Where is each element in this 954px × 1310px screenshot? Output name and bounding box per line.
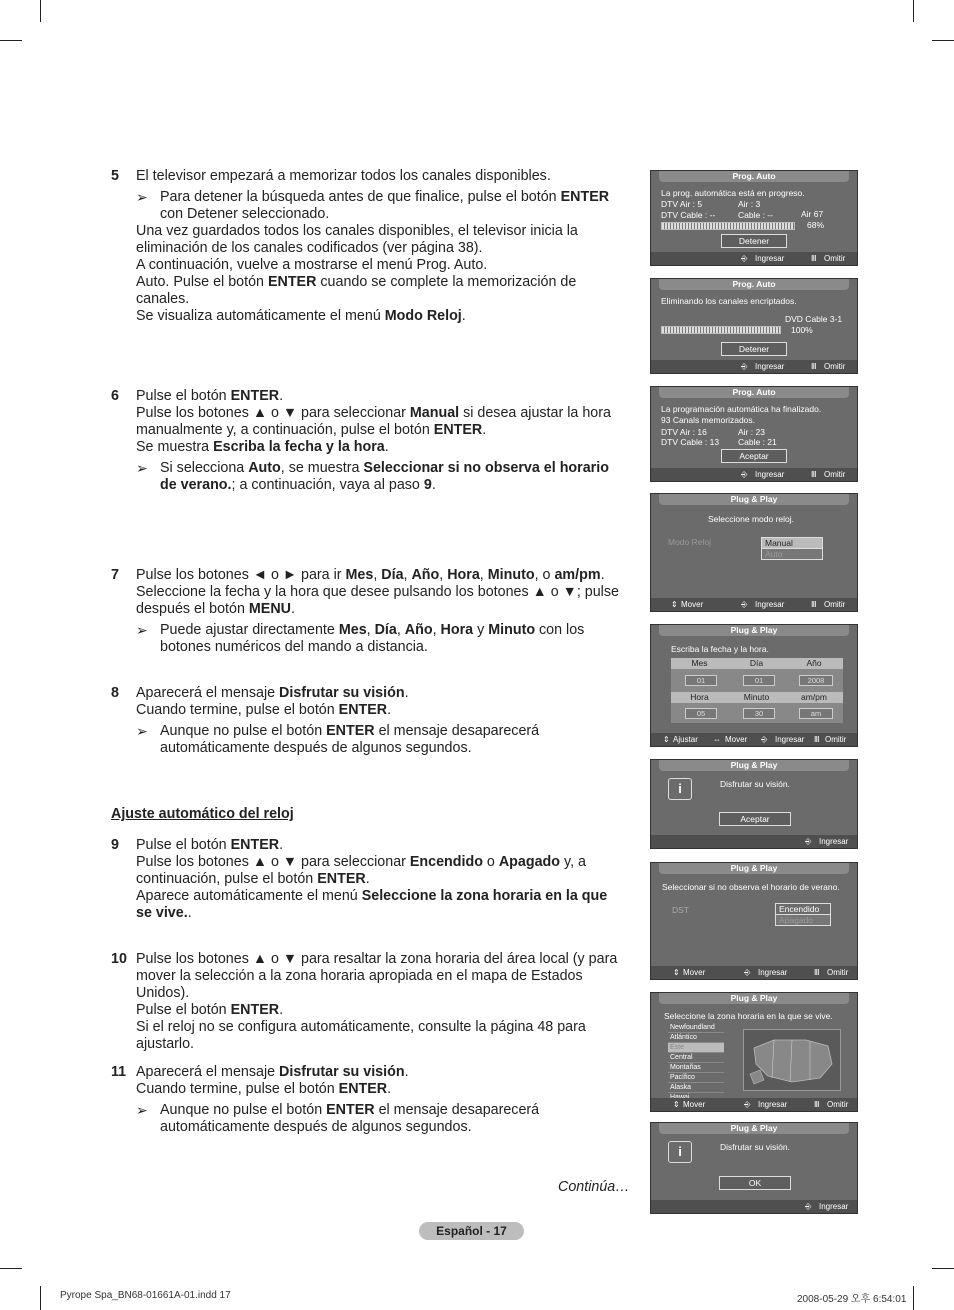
time-zone-list bbox=[668, 1023, 724, 1103]
footer-file-info: Pyrope Spa_BN68-01661A-01.indd 17 bbox=[60, 1290, 231, 1301]
crop-mark bbox=[913, 1286, 914, 1310]
osd-footer-bar: ⎆ Ingresar Ⅲ Omitir bbox=[651, 252, 857, 265]
menu-icon: Ⅲ bbox=[814, 968, 820, 977]
year-field[interactable]: 2008 bbox=[799, 675, 833, 686]
osd-footer-bar: ⎆ Ingresar bbox=[651, 835, 857, 848]
osd-dst: Plug & Play Seleccionar si no observa el horario de verano. DST Encendido Apagado ⇕ Mover ⎆ Ingresar Ⅲ Omitir bbox=[650, 862, 858, 980]
zone-central[interactable]: Central bbox=[668, 1053, 724, 1063]
enter-icon: ⎆ bbox=[741, 470, 748, 479]
option-off[interactable]: Apagado bbox=[775, 914, 831, 926]
info-icon: i bbox=[668, 778, 692, 800]
crop-mark bbox=[40, 0, 41, 22]
zone-newfoundland[interactable]: Newfoundland bbox=[668, 1023, 724, 1033]
osd-enjoy-viewing-ok: Plug & Play i Disfrutar su visión. OK ⎆ Ingresar bbox=[650, 1122, 858, 1214]
osd-footer-bar: ⎆ Ingresar bbox=[651, 1200, 857, 1213]
ampm-field[interactable]: am bbox=[799, 708, 833, 719]
zone-mountain[interactable]: Montañas bbox=[668, 1063, 724, 1073]
osd-footer-bar: ⎆ Ingresar Ⅲ Omitir bbox=[651, 468, 857, 481]
stop-button[interactable]: Detener bbox=[721, 342, 787, 356]
step-number: 9 bbox=[111, 837, 119, 853]
menu-icon: Ⅲ bbox=[811, 254, 817, 263]
step-text: A continuación, vuelve a mostrarse el menú Prog. Auto. bbox=[136, 257, 488, 273]
note: ➢ Para detener la búsqueda antes de que finalice, pulse el botón ENTER con Detener seleccionado. bbox=[136, 189, 610, 222]
updown-icon: ⇕ bbox=[663, 735, 670, 744]
osd-clock-mode: Plug & Play Seleccione modo reloj. Modo Reloj Manual Auto ⇕ Mover ⎆ Ingresar Ⅲ Omitir bbox=[650, 493, 858, 612]
note: ➢ Aunque no pulse el botón ENTER el mensaje desaparecerá automáticamente después de algunos segundos. bbox=[136, 1102, 540, 1135]
osd-footer-bar: ⇕ Ajustar ⇔ Mover ⎆ Ingresar Ⅲ Omitir bbox=[651, 733, 857, 746]
osd-time-zone: Plug & Play Seleccione la zona horaria en la que se vive. Newfoundland Atlántico Este Central Montañas Pacífico Alaska ⇕ Mover ⎆ Ingresar Ⅲ Omitir bbox=[650, 992, 858, 1112]
arrow-icon: ➢ bbox=[136, 723, 148, 739]
section-title: Ajuste automático del reloj bbox=[111, 806, 294, 822]
osd-prog-auto-removing: Prog. Auto Eliminando los canales encriptados. DVD Cable 3-1 100% Detener ⎆ Ingresar Ⅲ Omitir bbox=[650, 278, 858, 374]
step-number: 8 bbox=[111, 685, 119, 701]
menu-icon: Ⅲ bbox=[814, 1100, 820, 1109]
osd-prog-auto-finished: Prog. Auto La programación automática ha finalizado. 93 Canals memorizados. DTV Air : 16 Air : 23 DTV Cable : 13 Cable : 21 Aceptar ⎆ Ingresar Ⅲ Omitir bbox=[650, 386, 858, 482]
arrow-icon: ➢ bbox=[136, 460, 148, 476]
note: ➢ Aunque no pulse el botón ENTER el mensaje desaparecerá automáticamente después de algunos segundos. bbox=[136, 723, 540, 756]
menu-icon: Ⅲ bbox=[814, 735, 820, 744]
step-text: Se visualiza automáticamente el menú Modo Reloj. bbox=[136, 308, 466, 324]
option-on[interactable]: Encendido bbox=[775, 903, 831, 915]
leftright-icon: ⇔ bbox=[713, 735, 721, 744]
osd-footer-bar: ⇕ Mover ⎆ Ingresar Ⅲ Omitir bbox=[651, 1098, 857, 1111]
osd-enjoy-viewing: Plug & Play i Disfrutar su visión. Aceptar ⎆ Ingresar bbox=[650, 759, 858, 849]
progress-bar bbox=[661, 326, 781, 334]
enter-icon: ⎆ bbox=[805, 1202, 812, 1211]
crop-mark bbox=[40, 1286, 41, 1310]
updown-icon: ⇕ bbox=[671, 600, 678, 609]
zone-alaska[interactable]: Alaska bbox=[668, 1083, 724, 1093]
accept-button[interactable]: Aceptar bbox=[721, 449, 787, 463]
map-graphic bbox=[744, 1030, 840, 1090]
menu-icon: Ⅲ bbox=[811, 600, 817, 609]
zone-atlantic[interactable]: Atlántico bbox=[668, 1033, 724, 1043]
osd-date-time-entry: Plug & Play Escriba la fecha y la hora. Mes Día Año 01 01 2008 Hora Minuto am/pm 05 30 am ⇕ Ajustar ⇔ Mover ⎆ Ingresar Ⅲ Omitir bbox=[650, 624, 858, 747]
zone-eastern[interactable]: Este bbox=[668, 1043, 724, 1053]
updown-icon: ⇕ bbox=[673, 968, 680, 977]
ok-button[interactable]: OK bbox=[719, 1176, 791, 1190]
progress-bar bbox=[661, 222, 795, 230]
accept-button[interactable]: Aceptar bbox=[719, 812, 791, 826]
step-11: 11 Aparecerá el mensaje Disfrutar su visión. Cuando termine, pulse el botón ENTER. ➢ Aunque no pulse el botón ENTER el mensaje desaparecerá automáticamente después de algunos segundos. bbox=[111, 1064, 626, 1136]
step-number: 6 bbox=[111, 388, 119, 404]
step-10: 10 Pulse los botones ▲ o ▼ para resaltar la zona horaria del área local (y para mover la selección a la zona horaria apropiada en el mapa de Estados Unidos). Pulse el botón ENTER. Si el reloj no se configura automáticamente, consulte la página 48 para ajustarlo. bbox=[111, 951, 618, 1052]
osd-footer-bar: ⎆ Ingresar Ⅲ Omitir bbox=[651, 360, 857, 373]
updown-icon: ⇕ bbox=[673, 1100, 680, 1109]
option-auto[interactable]: Auto bbox=[761, 548, 823, 560]
osd-footer-bar: ⇕ Mover ⎆ Ingresar Ⅲ Omitir bbox=[651, 598, 857, 611]
enter-icon: ⎆ bbox=[744, 968, 751, 977]
crop-mark bbox=[0, 1268, 22, 1269]
step-5 bbox=[111, 168, 626, 325]
arrow-icon: ➢ bbox=[136, 622, 148, 638]
osd-prog-auto-progress: Prog. Auto La prog. automática está en progreso. DTV Air : 5 Air : 3 DTV Cable : -- Cable : -- Air 67 68% Detener ⎆ Ingresar Ⅲ Omitir bbox=[650, 170, 858, 266]
crop-mark bbox=[932, 40, 954, 41]
step-number: 5 bbox=[111, 168, 119, 184]
day-field[interactable]: 01 bbox=[743, 675, 775, 686]
crop-mark bbox=[932, 1268, 954, 1269]
step-9: 9 Pulse el botón ENTER. Pulse los botones ▲ o ▼ para seleccionar Encendido o Apagado y, a continuación, pulse el botón ENTER. Aparece automáticamente el menú Seleccione la zona horaria en la que se vive.. bbox=[111, 837, 608, 921]
stop-button[interactable]: Detener bbox=[721, 234, 787, 248]
info-icon: i bbox=[668, 1141, 692, 1163]
step-number: 7 bbox=[111, 567, 119, 583]
enter-icon: ⎆ bbox=[741, 600, 748, 609]
crop-mark bbox=[913, 0, 914, 22]
enter-icon: ⎆ bbox=[741, 362, 748, 371]
crop-mark bbox=[0, 40, 22, 41]
enter-icon: ⎆ bbox=[741, 254, 748, 263]
month-field[interactable]: 01 bbox=[685, 675, 717, 686]
continued-label: Continúa… bbox=[558, 1179, 630, 1195]
page-number-badge: Español - 17 bbox=[419, 1222, 524, 1240]
step-text: Auto. Pulse el botón ENTER cuando se complete la memorización de canales. bbox=[136, 274, 577, 307]
step-number: 11 bbox=[111, 1064, 127, 1080]
note: ➢ Puede ajustar directamente Mes, Día, Año, Hora y Minuto con los botones numéricos del mando a distancia. bbox=[136, 622, 585, 655]
step-8: 8 Aparecerá el mensaje Disfrutar su visión. Cuando termine, pulse el botón ENTER. ➢ Aunque no pulse el botón ENTER el mensaje desaparecerá automáticamente después de algunos segundos. bbox=[111, 685, 626, 757]
step-text: Una vez guardados todos los canales disponibles, el televisor inicia la eliminación de los canales codificados (ver página 38). bbox=[136, 223, 578, 256]
enter-icon: ⎆ bbox=[744, 1100, 751, 1109]
arrow-icon: ➢ bbox=[136, 1102, 148, 1118]
footer-timestamp: 2008-05-29 오후 6:54:01 bbox=[797, 1294, 907, 1305]
zone-pacific[interactable]: Pacífico bbox=[668, 1073, 724, 1083]
enter-icon: ⎆ bbox=[805, 837, 812, 846]
note: ➢ Si selecciona Auto, se muestra Seleccionar si no observa el horario de verano.; a continuación, vaya al paso 9. bbox=[136, 460, 609, 493]
step-7: 7 Pulse los botones ◄ o ► para ir Mes, Día, Año, Hora, Minuto, o am/pm. Seleccione la fecha y la hora que desee pulsando los botones ▲ o ▼; pulse después el botón MENU. ➢ Puede ajustar directamente Mes, Día, Año, Hora y Minuto con los botones numéricos del mando a distancia. bbox=[111, 567, 626, 656]
menu-icon: Ⅲ bbox=[811, 362, 817, 371]
arrow-icon: ➢ bbox=[136, 189, 148, 205]
us-time-zone-map bbox=[743, 1029, 841, 1091]
enter-icon: ⎆ bbox=[761, 735, 768, 744]
menu-icon: Ⅲ bbox=[811, 470, 817, 479]
step-6: 6 Pulse el botón ENTER. Pulse los botones ▲ o ▼ para seleccionar Manual si desea ajustar la hora manualmente y, a continuación, pulse el botón ENTER. Se muestra Escriba la fecha y la hora. ➢ Si selecciona Auto, se muestra Seleccionar si no observa el horario de verano.; a continuación, vaya al paso 9. bbox=[111, 388, 626, 494]
step-text: El televisor empezará a memorizar todos los canales disponibles. bbox=[136, 168, 551, 184]
option-manual[interactable]: Manual bbox=[761, 537, 823, 549]
date-time-grid: Mes Día Año 01 01 2008 Hora Minuto am/pm 05 30 am bbox=[671, 658, 843, 723]
step-number: 10 bbox=[111, 951, 127, 967]
osd-footer-bar: ⇕ Mover ⎆ Ingresar Ⅲ Omitir bbox=[651, 966, 857, 979]
minute-field[interactable]: 30 bbox=[743, 708, 775, 719]
hour-field[interactable]: 05 bbox=[685, 708, 717, 719]
